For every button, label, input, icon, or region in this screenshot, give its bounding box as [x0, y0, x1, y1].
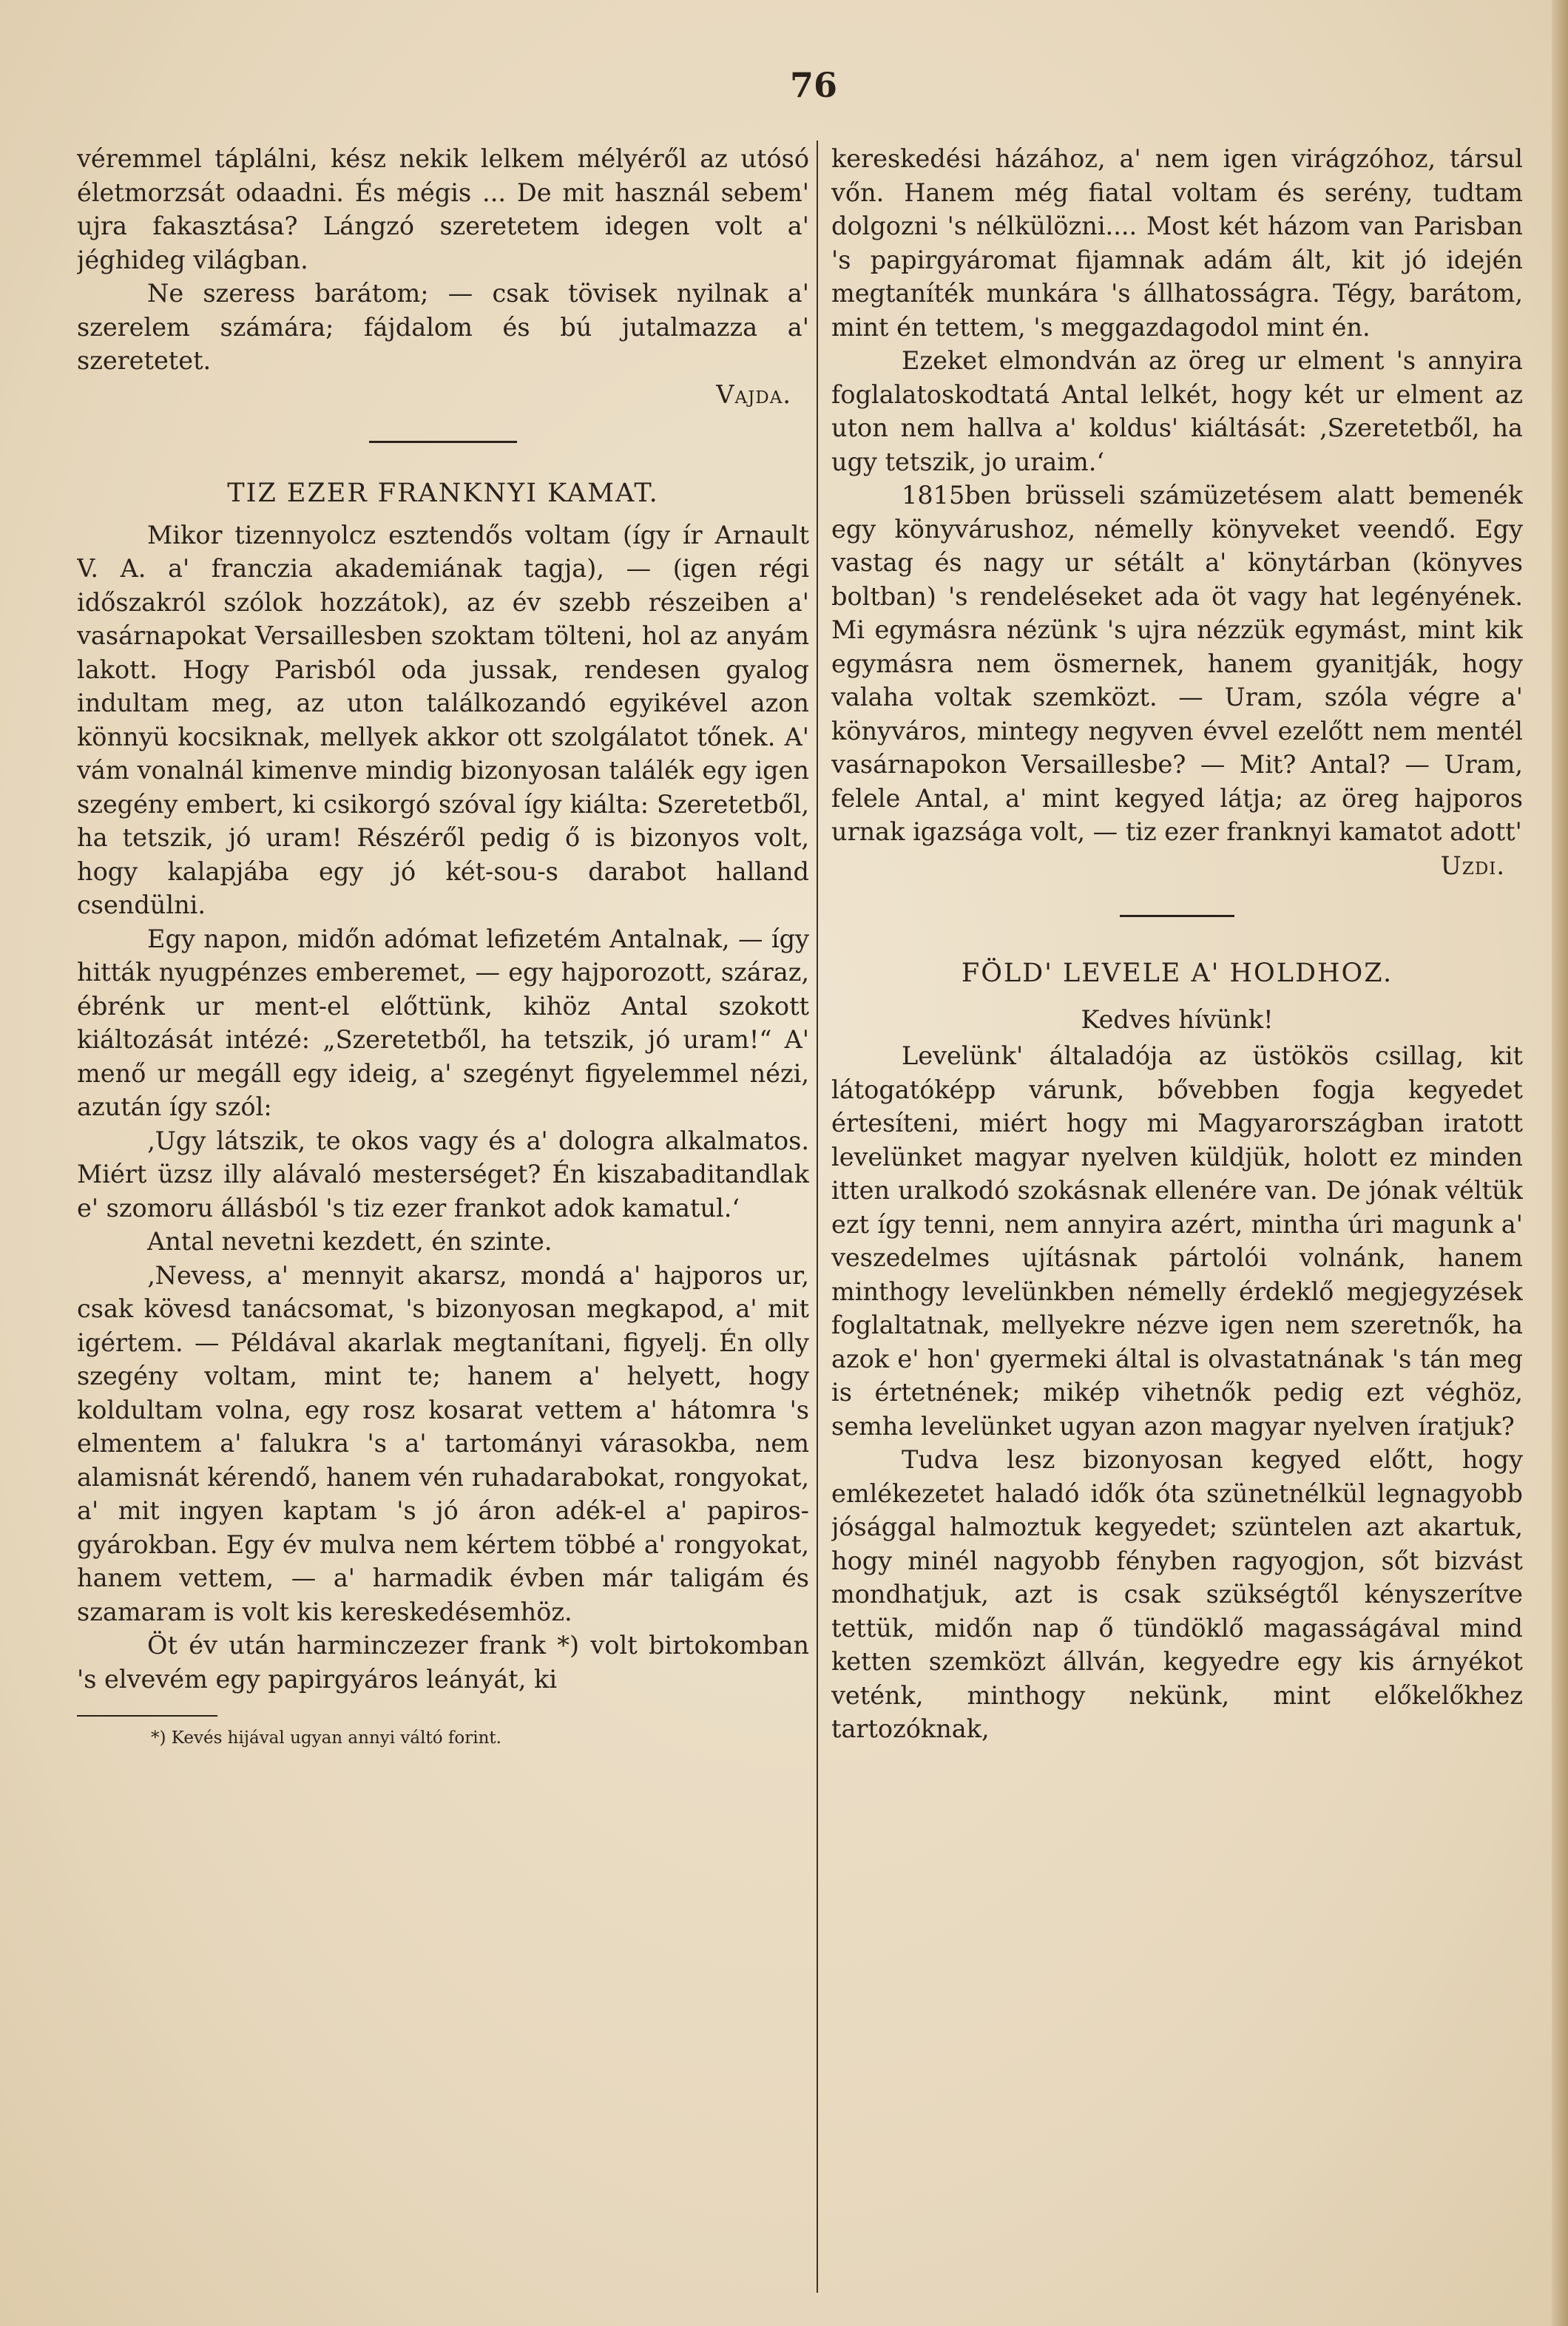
section-separator [1120, 915, 1234, 917]
footnote-separator [77, 1715, 217, 1717]
signature-uzdi: Uzdi. [1440, 851, 1505, 880]
paragraph: Mikor tizennyolcz esztendős voltam (így ír Arnault V. A. a' franczia akademiának tagja), — (igen régi időszakról szólok hozzátok), az év szebb részeiben a' vasárnapokat Versaillesben szoktam tölteni, hol az anyám lakott. Hogy Parisból oda jussak, rendesen gyalog indultam meg, az uton találkozandó egyikével azon könnyü kocsiknak, mellyek akkor ott szolgálatot tőnek. A' vám vonalnál kimenve mindig bizonyosan találék egy igen szegény embert, ki csikorgó szóval így kiálta: Szeretetből, ha tetszik, jó uram! Részéről pedig ő is bizonyos volt, hogy kalapjába egy jó két-sou-s darabot halland csendülni. [77, 520, 809, 919]
paragraph: Ne szeress barátom; — csak tövisek nyilnak a' szerelem számára; fájdalom és bú jutalmazza a' szeretetet. [77, 279, 809, 375]
paragraph: Antal nevetni kezdett, én szinte. [147, 1227, 552, 1256]
page-number: 76 [789, 65, 837, 105]
left-column [77, 142, 809, 2302]
paragraph: kereskedési házához, a' nem igen virágzóhoz, társul vőn. Hanem még fiatal voltam és serény, tudtam dolgozni 's nélkülözni.... Most két házom van Parisban 's papirgyáromat fijamnak adám ált, kit jó idején megtaníték munkára 's állhatosságra. Tégy, barátom, mint én tettem, 's meggazdagodol mint én. [831, 144, 1523, 342]
paragraph: Öt év után harminczezer frank *) volt birtokomban 's elvevém egy papirgyáros leányát, ki [77, 1631, 809, 1694]
paragraph: Tudva lesz bizonyosan kegyed előtt, hogy emlékezetet haladó idők óta szünetnélkül legnagyobb jósággal halmoztuk kegyedet; szüntelen azt akartuk, hogy minél nagyobb fényben ragyogjon, sőt bizvást mondhatjuk, azt is csak szükségtől kényszerítve tettük, midőn nap ő tündöklő magasságával mind ketten szemközt állván, kegyedre egy kis árnyékot veténk, minthogy nekünk, mint előkelőkhez tartozóknak, [831, 1445, 1523, 1743]
footnote: *) Kevés hijával ugyan annyi váltó forint. [151, 1728, 501, 1748]
paragraph: ‚Nevess, a' mennyit akarsz, mondá a' hajporos ur, csak kövesd tanácsomat, 's bizonyosan megkapod, a' mit igértem. — Példával akarlak megtanítani, figyelj. Én olly szegény voltam, mint te; hanem a' helyett, hogy koldultam volna, egy rosz kosarat vettem a' hátomra 's elmentem a' falukra 's a' tartományi várasokba, nem alamisnát kérendő, hanem vén ruhadarabokat, rongyokat, a' mit ingyen kaptam 's jó áron adék-el a' papiros-gyárokban. Egy év mulva nem kértem többé a' rongyokat, hanem vettem, — a' harmadik évben már taligám és szamaram is volt kis kereskedésemhöz. [77, 1260, 809, 1626]
letter-salutation: Kedves hívünk! [1081, 1004, 1274, 1034]
column-divider [817, 141, 818, 2293]
paragraph: véremmel táplálni, kész nekik lelkem mélyéről az utósó életmorzsát odaadni. És mégis ... De mit használ sebem' ujra fakasztása? Lángzó szeretetem idegen volt a' jéghideg világban. [77, 144, 809, 274]
paragraph: Ezeket elmondván az öreg ur elment 's annyira foglalatoskodtatá Antal lelkét, hogy két ur elment az uton nem hallva a' koldus' kiáltását: ‚Szeretetből, ha ugy tetszik, jo uraim.‘ [831, 346, 1523, 476]
signature-vajda: Vajda. [716, 379, 791, 409]
right-column [831, 142, 1523, 2302]
paragraph: Egy napon, midőn adómat lefizetém Antalnak, — így hitták nyugpénzes emberemet, — egy hajporozott, száraz, ébrénk ur ment-el előttünk, kihöz Antal szokott kiáltozását intézé: „Szeretetből, ha tetszik, jó uram!“ A' menő ur megáll egy ideig, a' szegényt figyelemmel nézi, azután így szól: [77, 924, 809, 1121]
section-separator [369, 441, 517, 443]
paragraph: Levelünk' általadója az üstökös csillag, kit látogatóképp várunk, bővebben fogja kegyedet értesíteni, miért hogy mi Magyarországban iratott levelünket magyar nyelven küldjük, holott ez minden itten uralkodó szokásnak ellenére van. De jónak véltük ezt így tenni, nem annyira azért, mintha úri magunk a' veszedelmes ujításnak pártolói volnánk, hanem minthogy levelünkben némelly érdeklő megjegyzések foglaltatnak, mellyekre nézve igen nem szeretnők, ha azok e' hon' gyermeki által is olvastatnának 's tán meg is értetnének; mikép vihetnők pedig ezt véghöz, semha levelünket ugyan azon magyar nyelven íratjuk? [831, 1041, 1523, 1441]
paragraph: 1815ben brüsseli számüzetésem alatt bemenék egy könyvárushoz, némelly könyveket veendő. Egy vastag és nagy ur sétált a' könytárban (könyves boltban) 's rendeléseket ada öt vagy hat legényének. Mi egymásra nézünk 's ujra nézzük egymást, mint kik egymásra nem ösmernek, hanem gyanitják, hogy valaha voltak szemközt. — Uram, szóla végre a' könyváros, mintegy negyven évvel ezelőtt nem mentél vasárnapokon Versaillesbe? — Mit? Antal? — Uram, felele Antal, a' mint kegyed látja; az öreg hajporos urnak igazsága volt, — tiz ezer franknyi kamatot adott' [831, 481, 1523, 846]
story-title: TIZ EZER FRANKNYI KAMAT. [227, 479, 659, 508]
paragraph: ‚Ugy látszik, te okos vagy és a' dologra alkalmatos. Miért üzsz illy alávaló mesterséget? Én kiszabaditandlak e' szomoru állásból 's tiz ezer frankot adok kamatul.‘ [77, 1126, 809, 1223]
letter-title: FÖLD' LEVELE A' HOLDHOZ. [961, 959, 1393, 988]
book-spine-edge [1552, 0, 1568, 2326]
